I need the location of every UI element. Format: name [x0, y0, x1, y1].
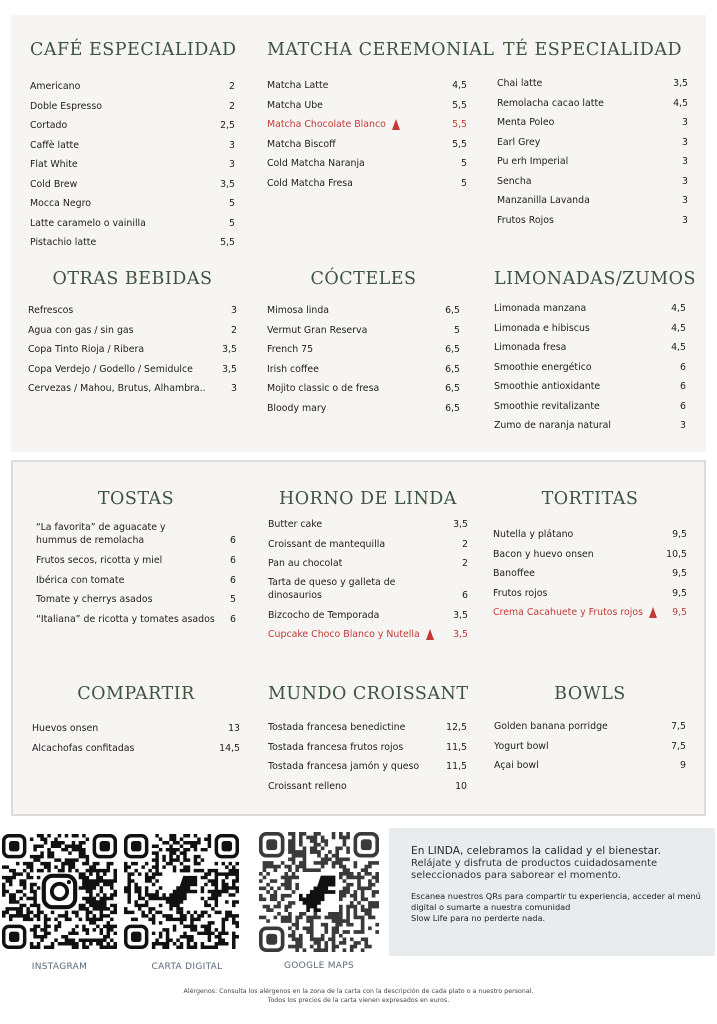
footer-line-2: Todos los precios de la carta vienen expresados en euros.	[267, 997, 450, 1004]
dinosaur-icon	[299, 876, 335, 912]
menu-item	[36, 590, 236, 610]
menu-item-name: Menta Poleo	[497, 117, 555, 128]
qr-finder-pattern	[261, 834, 283, 856]
menu-item-price: 3	[231, 305, 237, 316]
menu-item-price: 11,5	[446, 761, 467, 772]
menu-item-price: 5	[230, 594, 236, 605]
section-title: BOWLS	[554, 684, 626, 704]
qr-finder-pattern	[216, 836, 237, 857]
menu-item-name: Doble Espresso	[30, 100, 102, 112]
info-headline: En LINDA, celebramos la calidad y el bienestar.	[411, 845, 661, 857]
menu-item-name: Croissant de mantequilla	[268, 538, 386, 550]
menu-item	[268, 777, 467, 797]
menu-item-price: 6,5	[445, 383, 460, 394]
menu-item-price: 9,5	[672, 568, 687, 579]
menu-item-name: Nutella y plátano	[493, 529, 574, 540]
menu-item	[28, 379, 237, 399]
menu-item-name: Matcha Biscoff	[267, 138, 336, 150]
menu-item-name: “La favorita” de aguacate y hummus de remolacha	[36, 522, 166, 546]
qr-code-google-maps[interactable]	[259, 832, 379, 952]
menu-item-price: 9	[680, 760, 686, 771]
menu-item-name: Irish coffee	[267, 363, 319, 375]
menu-item	[36, 519, 236, 551]
menu-item	[268, 554, 468, 574]
menu-item-price: 6,5	[445, 363, 460, 375]
menu-item-name: Cold Brew	[30, 178, 78, 190]
qr-finder-pattern	[126, 836, 147, 857]
menu-item	[30, 116, 235, 136]
menu-item	[497, 152, 688, 172]
section-cafe-especialidad	[30, 40, 235, 253]
menu-item	[497, 94, 688, 114]
menu-item	[494, 377, 686, 397]
menu-item-name: Latte caramelo o vainilla	[30, 217, 146, 229]
menu-item	[494, 397, 686, 417]
qr-label-carta-digital: CARTA DIGITAL	[151, 962, 223, 972]
qr-code-instagram[interactable]	[2, 834, 117, 949]
menu-item-name: Limonada e hibiscus	[494, 322, 590, 334]
menu-item-name: Tostada francesa benedictine	[268, 722, 406, 733]
section-matcha-ceremonial	[267, 40, 495, 193]
menu-item	[267, 379, 460, 399]
menu-item-price: 5,5	[452, 138, 467, 150]
section-horno-de-linda	[268, 489, 468, 645]
menu-item	[30, 97, 235, 117]
menu-item	[268, 718, 467, 738]
menu-item-name: Cupcake Choco Blanco y Nutella	[268, 629, 420, 640]
menu-item	[267, 154, 467, 174]
section-title: CAFÉ ESPECIALIDAD	[30, 40, 237, 60]
menu-item	[30, 233, 235, 253]
menu-item-name: Matcha Latte	[267, 80, 329, 91]
menu-item-name: Matcha Ube	[267, 99, 323, 111]
menu-item-name: Americano	[30, 81, 81, 92]
menu-item-price: 3,5	[222, 344, 237, 355]
menu-item	[30, 155, 235, 175]
section-title: MUNDO CROISSANT	[268, 684, 469, 704]
menu-item-price: 6,5	[445, 344, 460, 355]
menu-item-price: 14,5	[219, 742, 240, 754]
menu-item-price: 4,5	[452, 80, 467, 91]
menu-item	[497, 133, 688, 153]
qr-label-google-maps: GOOGLE MAPS	[283, 961, 355, 971]
qr-finder-pattern	[4, 836, 25, 857]
menu-item-name: Chai latte	[497, 78, 543, 89]
menu-item-price: 7,5	[671, 721, 686, 732]
menu-item-name: Banoffee	[493, 568, 535, 579]
menu-item	[494, 737, 686, 757]
menu-item-price: 2	[462, 538, 468, 550]
menu-item-name: Agua con gas / sin gas	[28, 324, 134, 336]
menu-item-price: 5	[229, 217, 235, 229]
menu-item	[268, 606, 468, 626]
menu-item-price: 2	[462, 558, 468, 569]
menu-item-price: 3	[682, 214, 688, 226]
menu-item-name: Refrescos	[28, 305, 74, 316]
menu-item-name: Tostada francesa jamón y queso	[268, 761, 420, 772]
menu-item	[36, 610, 236, 630]
menu-item-name: Tarta de queso y galleta de dinosaurios	[268, 576, 396, 601]
section-title: HORNO DE LINDA	[279, 489, 457, 509]
menu-item	[28, 301, 237, 321]
menu-item-price: 2	[229, 81, 235, 92]
info-body-text-2: Slow Life para no perderte nada.	[411, 913, 546, 923]
menu-item-price: 9,5	[672, 587, 687, 599]
qr-code-graphic	[124, 834, 239, 949]
menu-item	[497, 113, 688, 133]
section-limonadas-zumos	[494, 269, 696, 436]
menu-item-price: 3	[229, 159, 235, 170]
menu-item-price: 2	[229, 100, 235, 112]
menu-item-price: 9,5	[672, 529, 687, 540]
menu-item-name: Frutos rojos	[493, 587, 548, 599]
menu-item-price: 6	[230, 574, 236, 586]
section-title: CÓCTELES	[310, 269, 417, 289]
section-compartir	[32, 684, 240, 758]
menu-item-price: 11,5	[446, 741, 467, 753]
menu-item-name: Cervezas / Mahou, Brutus, Alhambra..	[28, 383, 206, 394]
menu-item-name: Limonada fresa	[494, 342, 567, 353]
menu-item	[268, 574, 468, 606]
menu-item	[267, 174, 467, 194]
menu-item-name: Earl Grey	[497, 136, 541, 148]
menu-item-price: 5,5	[220, 237, 235, 248]
menu-item-name: Mojito classic o de fresa	[267, 383, 380, 394]
menu-item-name: Pistachio latte	[30, 237, 97, 248]
menu-item-price: 3	[682, 175, 688, 187]
menu-item-name: Manzanilla Lavanda	[497, 195, 590, 206]
qr-code-graphic	[259, 832, 379, 952]
section-cocteles	[267, 269, 460, 418]
menu-item-price: 5,5	[452, 99, 467, 111]
menu-item-name: Limonada manzana	[494, 303, 587, 314]
menu-item-price: 3	[682, 195, 688, 206]
menu-item	[494, 416, 686, 436]
menu-item-name: Cortado	[30, 120, 68, 131]
section-title: OTRAS BEBIDAS	[52, 269, 213, 289]
section-title: MATCHA CEREMONIAL	[267, 40, 495, 60]
menu-item-price: 5	[461, 158, 467, 169]
menu-item-price: 3	[680, 420, 686, 431]
menu-item	[494, 717, 686, 737]
menu-item-price: 4,5	[671, 342, 686, 353]
menu-item-name: Remolacha cacao latte	[497, 97, 604, 109]
menu-item-name: Bizcocho de Temporada	[268, 609, 380, 621]
menu-item-name: Frutos secos, ricotta y miel	[36, 555, 163, 566]
menu-item	[267, 360, 460, 380]
qr-code-carta-digital[interactable]	[124, 834, 239, 949]
qr-finder-pattern	[355, 834, 377, 856]
menu-item-name: Vermut Gran Reserva	[267, 324, 368, 336]
menu-item-price: 2	[231, 324, 237, 336]
section-title: TOSTAS	[97, 489, 175, 509]
menu-item	[493, 584, 687, 604]
menu-item-price: 3	[682, 117, 688, 128]
menu-item-name: Crema Cacahuete y Frutos rojos	[493, 607, 644, 618]
menu-item-name: French 75	[267, 344, 314, 355]
menu-item-price: 4,5	[673, 97, 688, 109]
menu-item-price: 6	[680, 381, 686, 392]
menu-item-name: Smoothie revitalizante	[494, 400, 600, 412]
menu-item	[493, 545, 687, 565]
section-te-especialidad	[497, 40, 688, 230]
menu-item-price: 3,5	[453, 609, 468, 621]
qr-finder-pattern	[94, 836, 115, 857]
menu-item-name: Alcachofas confitadas	[32, 742, 135, 754]
menu-item	[268, 515, 468, 535]
menu-item	[493, 564, 687, 584]
section-title: LIMONADAS/ZUMOS	[494, 269, 696, 289]
menu-item-name: “Italiana” de ricotta y tomates asados	[36, 613, 215, 625]
menu-item-price: 10	[455, 780, 467, 792]
menu-item-price: 6	[230, 613, 236, 625]
menu-item-name: Sencha	[497, 175, 532, 187]
menu-item	[493, 525, 687, 545]
menu-item-name: Butter cake	[268, 519, 323, 530]
menu-item	[36, 551, 236, 571]
menu-item	[497, 211, 688, 231]
menu-item-price: 4,5	[671, 303, 686, 314]
menu-item	[494, 338, 686, 358]
menu-item-name: Cold Matcha Naranja	[267, 158, 365, 169]
menu-item-name: Bacon y huevo onsen	[493, 548, 594, 560]
menu-item-name: Yogurt bowl	[494, 740, 549, 752]
menu-item	[268, 625, 468, 645]
menu-item-price: 6	[680, 361, 686, 373]
menu-item	[30, 77, 235, 97]
menu-item-name: Golden banana porridge	[494, 721, 608, 732]
menu-item-price: 5,5	[452, 119, 467, 130]
menu-item-name: Ibérica con tomate	[36, 574, 125, 586]
menu-item	[268, 535, 468, 555]
menu-item	[267, 301, 460, 321]
instagram-icon	[44, 876, 75, 907]
info-box	[389, 828, 715, 956]
menu-item-name: Frutos Rojos	[497, 214, 554, 226]
christmas-tree-icon	[392, 119, 400, 130]
menu-item-price: 6	[230, 535, 236, 546]
section-title: TORTITAS	[541, 489, 639, 509]
menu-item-price: 6,5	[445, 305, 460, 316]
menu-item	[36, 571, 236, 591]
menu-item	[268, 757, 467, 777]
menu-item	[267, 96, 467, 116]
qr-finder-pattern	[126, 926, 147, 947]
menu-item-price: 13	[228, 723, 240, 734]
menu-item	[497, 191, 688, 211]
footer-line-1: Alérgenos: Consulta los alérgenos en la zona de la carta con la descripción de cada plato o a nuestro personal.	[183, 988, 534, 995]
section-bowls	[494, 684, 686, 776]
allergen-footer	[0, 987, 717, 1005]
menu-item-price: 6	[462, 589, 468, 601]
menu-item-name: Zumo de naranja natural	[494, 420, 611, 431]
menu-item-name: Copa Verdejo / Godello / Semidulce	[28, 363, 193, 375]
qr-label-instagram: INSTAGRAM	[31, 962, 88, 972]
menu-item	[494, 756, 686, 776]
christmas-tree-icon	[649, 607, 657, 618]
menu-item-price: 9,5	[672, 607, 687, 618]
menu-item-name: Smoothie antioxidante	[494, 381, 601, 392]
menu-item	[267, 340, 460, 360]
qr-code-graphic	[2, 834, 117, 949]
menu-item	[267, 76, 467, 96]
menu-item	[497, 172, 688, 192]
menu-item-price: 6	[680, 400, 686, 412]
menu-item	[267, 321, 460, 341]
menu-item-name: Bloody mary	[267, 402, 327, 414]
menu-item-price: 3,5	[453, 629, 468, 640]
menu-item	[494, 358, 686, 378]
menu-item-price: 3,5	[673, 78, 688, 89]
menu-item-name: Flat White	[30, 159, 78, 170]
menu-item-price: 3	[231, 383, 237, 394]
menu-item-price: 12,5	[446, 722, 467, 733]
menu-item-name: Copa Tinto Rioja / Ribera	[28, 344, 145, 355]
menu-item-price: 5	[454, 324, 460, 336]
info-body-text: Escanea nuestros QRs para compartir tu experiencia, acceder al menú digital o sumarte a nuestra comunidad	[411, 891, 701, 912]
menu-item-name: Cold Matcha Fresa	[267, 177, 353, 189]
menu-item-name: Mimosa linda	[267, 305, 330, 316]
menu-item-price: 4,5	[671, 322, 686, 334]
menu-item-price: 3	[682, 136, 688, 148]
menu-item-price: 10,5	[666, 548, 687, 560]
menu-item-price: 3,5	[220, 178, 235, 190]
menu-item	[30, 214, 235, 234]
menu-item	[32, 739, 240, 759]
menu-item-price: 6	[230, 555, 236, 566]
menu-item	[30, 136, 235, 156]
qr-finder-pattern	[4, 926, 25, 947]
menu-item	[493, 603, 687, 623]
menu-item-name: Huevos onsen	[32, 723, 99, 734]
menu-item-price: 3,5	[453, 519, 468, 530]
section-otras-bebidas	[28, 269, 237, 399]
menu-item	[30, 194, 235, 214]
menu-item-name: Matcha Chocolate Blanco	[267, 119, 386, 130]
menu-item-name: Tostada francesa frutos rojos	[268, 741, 404, 753]
section-tortitas	[493, 489, 687, 623]
info-subtitle: Relájate y disfruta de productos cuidadosamente seleccionados para saborear el momento.	[411, 858, 658, 881]
menu-item-price: 2,5	[220, 120, 235, 131]
menu-item-name: Açai bowl	[494, 760, 539, 771]
section-title: TÉ ESPECIALIDAD	[503, 40, 682, 60]
menu-item	[28, 340, 237, 360]
menu-item	[267, 115, 467, 135]
menu-item-price: 3	[229, 139, 235, 151]
menu-item-name: Pu erh Imperial	[497, 156, 569, 167]
menu-item	[28, 321, 237, 341]
christmas-tree-icon	[426, 629, 434, 640]
menu-item	[494, 319, 686, 339]
qr-finder-pattern	[261, 928, 283, 950]
menu-item-price: 3,5	[222, 363, 237, 375]
menu-item	[28, 360, 237, 380]
menu-item-name: Croissant relleno	[268, 780, 347, 792]
menu-item-name: Pan au chocolat	[268, 558, 343, 569]
menu-item	[268, 738, 467, 758]
menu-item-price: 3	[682, 156, 688, 167]
menu-item-price: 7,5	[671, 740, 686, 752]
menu-item	[497, 74, 688, 94]
menu-item-price: 5	[461, 177, 467, 189]
section-mundo-croissant	[268, 684, 467, 796]
menu-item	[32, 719, 240, 739]
menu-item	[267, 399, 460, 419]
menu-item-name: Mocca Negro	[30, 198, 91, 209]
section-tostas	[36, 489, 236, 629]
menu-item	[494, 299, 686, 319]
menu-item-price: 5	[229, 198, 235, 209]
menu-item-name: Tomate y cherrys asados	[36, 594, 153, 605]
section-title: COMPARTIR	[77, 684, 195, 704]
menu-item	[30, 175, 235, 195]
info-body	[411, 891, 703, 924]
menu-item-price: 6,5	[445, 402, 460, 414]
menu-item	[267, 135, 467, 155]
menu-item-name: Smoothie energético	[494, 361, 592, 373]
dinosaur-icon	[162, 876, 197, 911]
menu-item-name: Caffè latte	[30, 139, 79, 151]
